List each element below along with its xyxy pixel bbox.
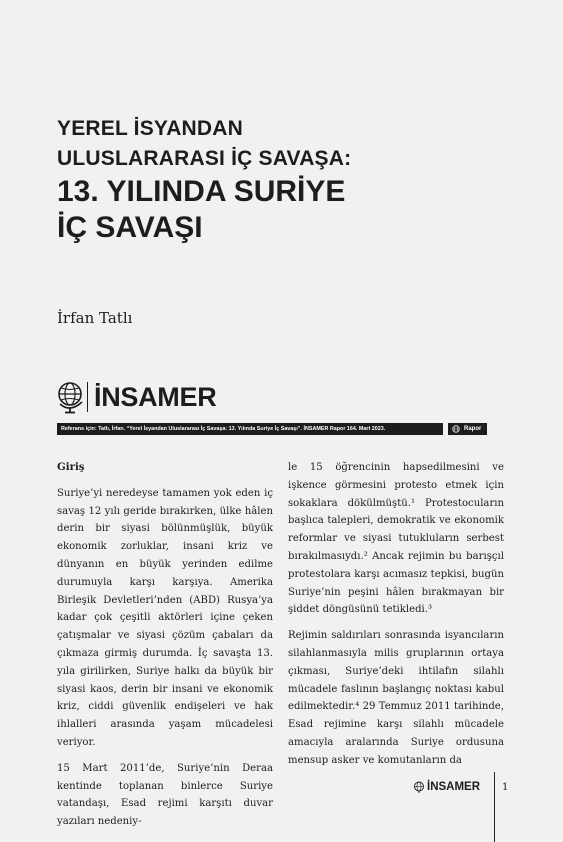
globe-icon	[413, 781, 425, 793]
title-line-3: 13. YILINDA SURİYE	[57, 175, 346, 208]
body-column-left	[57, 459, 273, 831]
footer-logo	[413, 781, 480, 793]
report-badge	[448, 423, 487, 435]
section-heading: Giriş	[57, 461, 85, 473]
insamer-logo	[57, 380, 216, 414]
body-column-right	[288, 459, 504, 770]
paragraph: Rejimin saldırıları sonrasında isyancıların silahlanmasıyla milis gruplarının ortaya çıkması, Suriye’deki ihtilafın silahlı mücadele faslının başlangıç noktası kabul edilmektedir.⁴ 29 Temmuz 2011 tarihinde, Esad rejimine karşı silahlı mücadele amacıyla aralarında Suriye ordusuna mensup asker ve komutanların da	[288, 630, 504, 766]
logo-divider	[87, 382, 88, 412]
title-line-4: İÇ SAVAŞI	[57, 211, 203, 244]
page-number: 1	[502, 782, 509, 793]
title-line-2: ULUSLARARASI İÇ SAVAŞA:	[57, 147, 352, 170]
globe-icon	[452, 425, 460, 433]
paragraph: Suriye’yi neredeyse tamamen yok eden iç savaş 12 yılı geride bırakırken, ülke hâlen derin bir siyasi bölünmüşlük, büyük ekonomik zorluklar, insani kriz ve dünyanın en büyük yerinden edilme durumuyla karşı karşıya. Amerika Birleşik Devletleri’nden (ABD) Rusya’ya kadar çok çeşitli aktörleri içine çeken çatışmalar ve siyasi çözüm çabaları da çıkmaza girmiş durumda. İç savaşta 13. yıla girilirken, Suriye halkı da büyük bir siyasi kaos, derin bir insani ve ekonomik kriz, ciddi güvenlik endişeleri ve hak ihlalleri arasında yaşam mücadelesi veriyor.	[57, 487, 273, 748]
title-block	[57, 114, 517, 246]
paragraph: 15 Mart 2011’de, Suriye’nin Deraa kentinde toplanan binlerce Suriye vatandaşı, Esad rejimi karşıtı duvar yazıları nedeniy-	[57, 762, 273, 828]
globe-icon	[57, 380, 85, 414]
title-line-1: YEREL İSYANDAN	[57, 117, 244, 140]
paragraph: le 15 öğrencinin hapsedilmesini ve işkence görmesini protesto etmek için sokaklara dökülmüştü.¹ Protestocuların başlıca talepleri, demokratik ve ekonomik reformlar ve siyasi tutukluların serbest bırakılmasıydı.² Ancak rejimin bu barışçıl protestolara karşı acımasız tepkisi, bugün Suriye’nin peşini hâlen bırakmayan bir şiddet döngüsünü tetikledi.³	[288, 462, 504, 616]
report-badge-label: Rapor	[464, 426, 482, 432]
footer-divider	[494, 772, 495, 842]
author-name: İrfan Tatlı	[57, 309, 133, 327]
footer-logo-text: İNSAMER	[427, 781, 481, 793]
logo-text: İNSAMER	[94, 382, 217, 412]
reference-citation: Referans için: Tatlı, İrfan. “Yerel İsyandan Uluslararası İç Savaşa: 13. Yılında Suriye İç Savaşı”. İNSAMER Rapor 164. Mart 2023.	[57, 423, 443, 435]
reference-bar	[57, 423, 504, 435]
